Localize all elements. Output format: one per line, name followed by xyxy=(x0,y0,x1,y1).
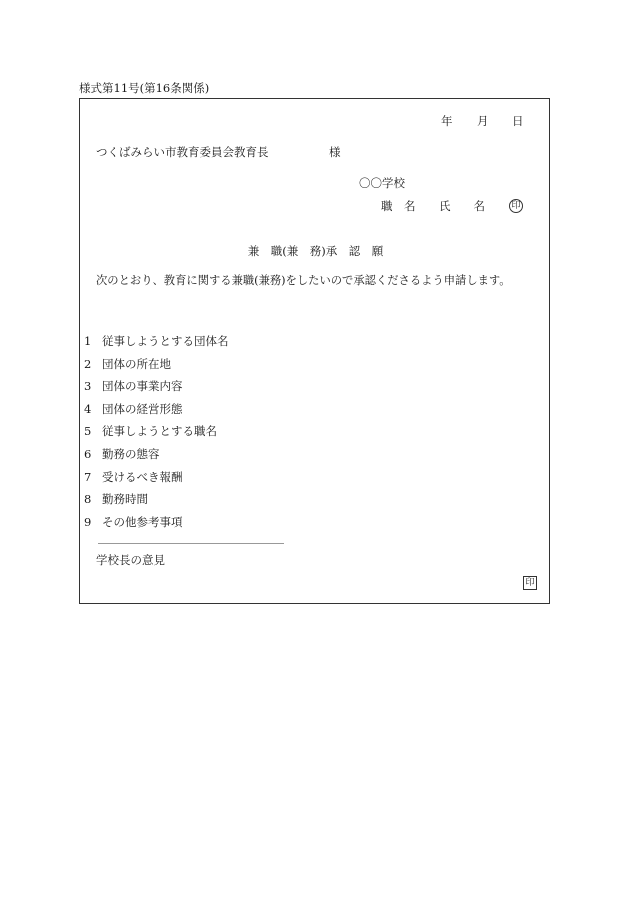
item-label: 勤務時間 xyxy=(102,492,148,506)
list-item xyxy=(84,381,183,393)
addressee-honorific: 様 xyxy=(329,145,341,159)
list-item xyxy=(84,359,171,371)
list-item xyxy=(84,517,183,529)
list-item xyxy=(84,404,183,416)
item-label: 団体の所在地 xyxy=(102,357,171,371)
list-item xyxy=(84,472,183,484)
item-number: 4 xyxy=(84,402,92,416)
principal-opinion-label: 学校長の意見 xyxy=(96,553,165,567)
request-statement: 次のとおり、教育に関する兼職(兼務)をしたいので承認くださるよう申請します。 xyxy=(96,274,511,287)
form-number: 様式第11号(第16条関係) xyxy=(79,81,210,95)
item-number: 7 xyxy=(84,470,92,484)
item-number: 8 xyxy=(84,492,92,506)
applicant-school: 〇〇学校 xyxy=(359,176,405,190)
applicant-position-label: 職 名 xyxy=(381,199,416,213)
principal-seal-icon: 印 xyxy=(523,576,537,590)
item-label: 従事しようとする職名 xyxy=(102,424,217,438)
date-year-label: 年 xyxy=(441,114,453,128)
list-item xyxy=(84,494,148,506)
item-number: 1 xyxy=(84,334,92,348)
list-item xyxy=(84,426,217,438)
item-label: 受けるべき報酬 xyxy=(102,470,183,484)
document-title: 兼 職(兼 務)承 認 願 xyxy=(247,244,384,258)
list-item xyxy=(84,336,229,348)
item-label: その他参考事項 xyxy=(102,515,183,529)
addressee-name: つくばみらい市教育委員会教育長 xyxy=(96,145,269,159)
date-month-label: 月 xyxy=(477,114,489,128)
application-form xyxy=(79,98,550,604)
divider xyxy=(98,543,284,544)
date-day-label: 日 xyxy=(512,114,524,128)
item-number: 5 xyxy=(84,424,92,438)
list-item xyxy=(84,449,160,461)
item-number: 9 xyxy=(84,515,92,529)
applicant-name-label: 氏 名 xyxy=(439,199,485,213)
item-number: 2 xyxy=(84,357,92,371)
item-number: 6 xyxy=(84,447,92,461)
applicant-seal-icon: 印 xyxy=(509,199,523,213)
item-number: 3 xyxy=(84,379,92,393)
item-label: 勤務の態容 xyxy=(102,447,160,461)
item-label: 従事しようとする団体名 xyxy=(102,334,229,348)
item-label: 団体の経営形態 xyxy=(102,402,183,416)
item-label: 団体の事業内容 xyxy=(102,379,183,393)
